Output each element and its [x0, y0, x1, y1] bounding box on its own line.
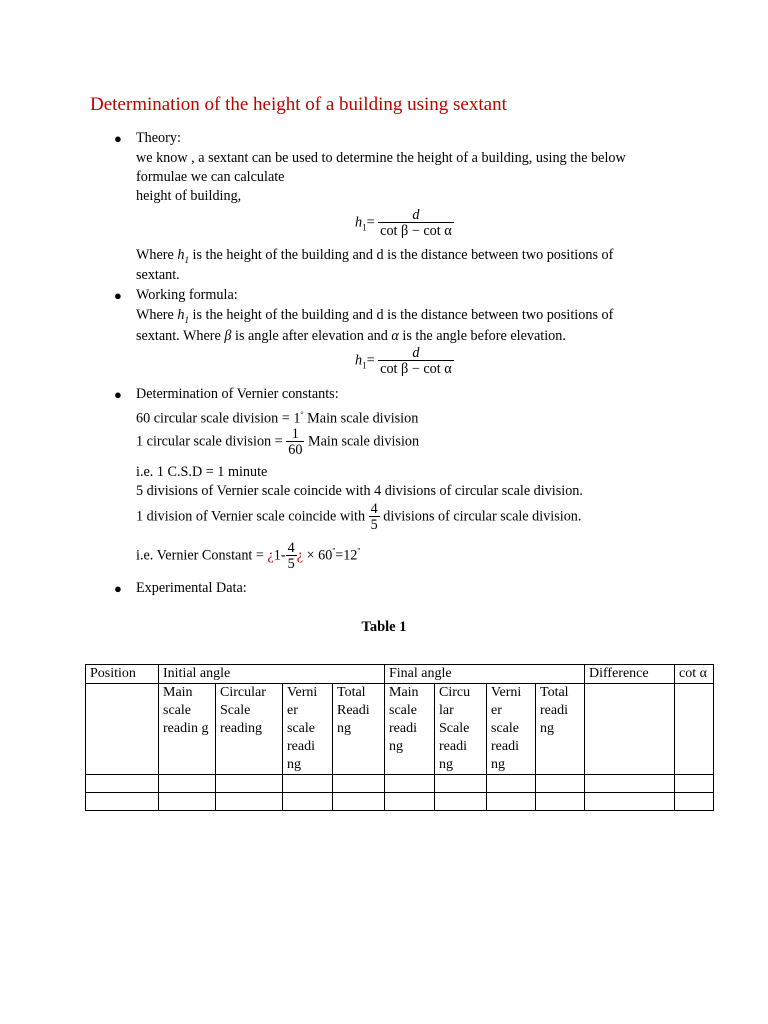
table-cell — [585, 793, 675, 811]
subheader-initial-circular: Circular Scale reading — [216, 684, 283, 775]
table-cell — [487, 775, 536, 793]
table-cell — [333, 793, 385, 811]
working-line-2: sextant. Where β is angle after elevation and α is the angle before elevation. — [136, 328, 566, 344]
table-cell — [385, 793, 435, 811]
table-row — [86, 775, 714, 793]
bullet-dot: ● — [114, 288, 122, 303]
vernier-line-1: 60 circular scale division = 1° Main scale division — [136, 410, 419, 427]
theory-heading: Theory: — [136, 130, 181, 146]
header-final-angle: Final angle — [385, 665, 585, 684]
subheader-initial-vernier: Verni er scale readi ng — [283, 684, 333, 775]
table-cell — [536, 775, 585, 793]
table-cell — [487, 793, 536, 811]
height-formula-2: $h_1=$ $\frac{d}{\text{cot β − cot α}}$ — [355, 345, 452, 378]
header-position: Position — [86, 665, 159, 684]
vernier-heading: Determination of Vernier constants: — [136, 386, 339, 402]
formula-eq: = — [366, 214, 375, 231]
subheader-final-total: Total readi ng — [536, 684, 585, 775]
vernier-line-5: 1 division of Vernier scale coincide with $\frac{4}{5}$ divisions of circular scale division. — [136, 501, 582, 534]
theory-line-2: formulae we can calculate — [136, 169, 285, 185]
experimental-heading: Experimental Data: — [136, 580, 247, 596]
table-cell — [86, 684, 159, 775]
table-cell — [675, 793, 714, 811]
h1-symbol: $h_1$ — [177, 247, 189, 265]
table-subheader-row — [86, 684, 714, 775]
table-cell — [216, 793, 283, 811]
formula-lhs: h — [355, 214, 363, 231]
table-cell — [283, 793, 333, 811]
vernier-line-2: 1 circular scale division = $\frac{1}{60}$ Main scale division — [136, 426, 420, 459]
subheader-final-circular: Circu lar Scale readi ng — [435, 684, 487, 775]
fraction-4-5: $\frac{4}{5}$ — [370, 501, 378, 534]
table-cell — [675, 775, 714, 793]
table-cell — [216, 775, 283, 793]
height-formula-1 — [355, 208, 454, 238]
bullet-dot: ● — [114, 387, 122, 402]
h1-symbol: $h_1$ — [177, 307, 189, 325]
formula-fraction — [378, 208, 454, 238]
table-cell — [585, 775, 675, 793]
vernier-line-3: i.e. 1 C.S.D = 1 minute — [136, 464, 268, 480]
table-cell — [675, 684, 714, 775]
vernier-line-4: 5 divisions of Vernier scale coincide with 4 divisions of circular scale division. — [136, 483, 583, 499]
working-line-1: Where $h_1$ is the height of the building and d is the distance between two positions of — [136, 307, 614, 325]
header-cot-alpha: cot α — [675, 665, 714, 684]
table-cell — [86, 793, 159, 811]
header-initial-angle: Initial angle — [159, 665, 385, 684]
header-difference: Difference — [585, 665, 675, 684]
theory-line-3: height of building, — [136, 188, 242, 204]
working-heading: Working formula: — [136, 287, 238, 303]
table-cell — [283, 775, 333, 793]
formula-denominator: cot β − cot α — [380, 223, 452, 240]
theory-where-line-2: sextant. — [136, 267, 180, 283]
fraction-1-60: $\frac{1}{60}$ — [288, 426, 303, 459]
formula-fraction: $\frac{d}{\text{cot β − cot α}}$ — [380, 345, 452, 378]
table-row — [86, 793, 714, 811]
table-cell — [159, 775, 216, 793]
beta-symbol: β — [224, 328, 232, 344]
subheader-initial-total: Total Readi ng — [333, 684, 385, 775]
table-cell — [385, 775, 435, 793]
alpha-symbol: α — [391, 328, 399, 344]
where-post: is the height of the building and d is the distance between two positions of — [192, 247, 614, 263]
table-cell — [585, 684, 675, 775]
table-cell — [86, 775, 159, 793]
bullet-dot: ● — [114, 131, 122, 146]
table-cell — [435, 793, 487, 811]
table-header-row — [86, 665, 714, 684]
subheader-initial-main: Main scale readin g — [159, 684, 216, 775]
theory-line-1: we know , a sextant can be used to determine the height of a building, using the below — [136, 150, 626, 166]
page-title: Determination of the height of a building using sextant — [90, 94, 507, 115]
where-pre: Where — [136, 247, 174, 263]
formula-sub: 1 — [362, 222, 367, 233]
table-cell — [536, 793, 585, 811]
table-cell — [159, 793, 216, 811]
theory-where-line — [136, 246, 613, 270]
vernier-constant-line: i.e. Vernier Constant = ¿1- $\frac{4}{5}$ ¿ × 60''=12'' — [136, 540, 361, 573]
bullet-dot: ● — [114, 581, 122, 596]
subheader-final-vernier: Verni er scale readi ng — [487, 684, 536, 775]
fraction-4-5: $\frac{4}{5}$ — [287, 540, 295, 573]
table-cell — [435, 775, 487, 793]
table-cell — [333, 775, 385, 793]
formula-numerator: d — [412, 207, 420, 223]
subheader-final-main: Main scale readi ng — [385, 684, 435, 775]
table-caption: Table 1 — [361, 619, 407, 635]
data-table — [85, 664, 714, 811]
